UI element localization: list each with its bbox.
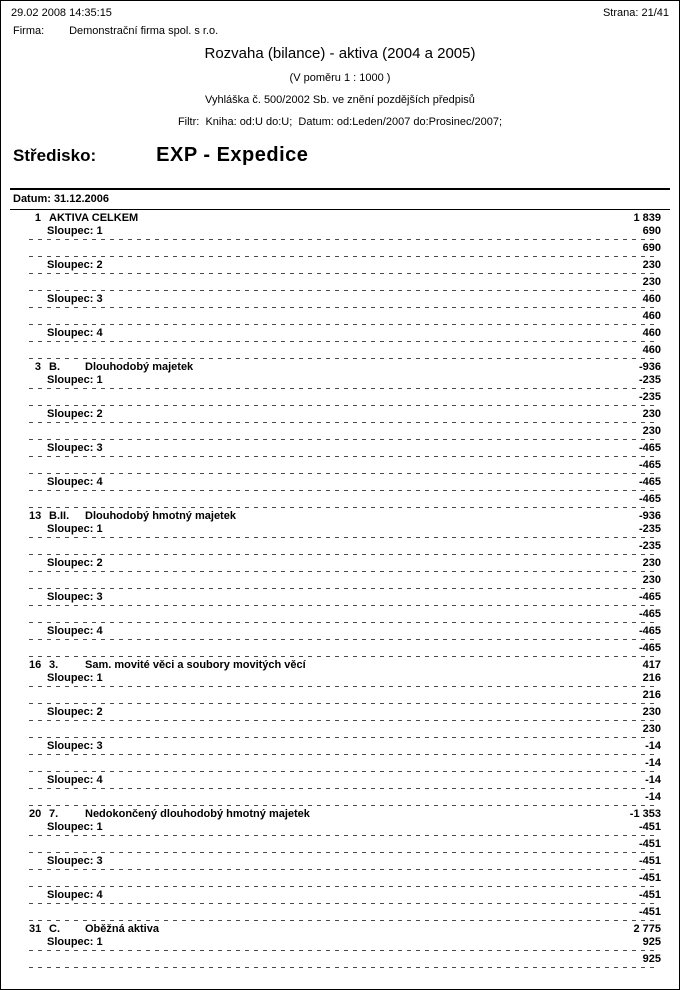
item-number: 16 [29, 659, 42, 671]
item-total: -936 [638, 361, 661, 373]
dashed-separator [29, 324, 659, 325]
sloupec-label-row [1, 293, 679, 305]
sloupec-value-2: -451 [638, 906, 661, 918]
dashed-separator [29, 554, 659, 555]
dashed-separator [29, 439, 659, 440]
dashed-separator [29, 273, 659, 274]
sloupec-value-row [1, 872, 679, 884]
sloupec-label: Sloupec: 3 [47, 591, 103, 603]
sloupec-label: Sloupec: 1 [47, 672, 103, 684]
sloupec-label: Sloupec: 2 [47, 408, 103, 420]
sloupec-block [1, 936, 679, 968]
sloupec-value-1: 690 [642, 225, 661, 237]
sloupec-value-row [1, 493, 679, 505]
item-code: B. [49, 361, 60, 373]
sloupec-block [1, 225, 679, 257]
sloupec-block [1, 523, 679, 555]
page-number: Strana: 21/41 [602, 7, 669, 19]
item-header-row [1, 808, 679, 821]
sloupec-label-row [1, 774, 679, 786]
sloupec-value-1: -465 [638, 476, 661, 488]
sloupec-value-1: -451 [638, 855, 661, 867]
sloupec-label-row [1, 327, 679, 339]
sloupec-value-row [1, 310, 679, 322]
dashed-separator [29, 307, 659, 308]
sloupec-value-2: -235 [638, 391, 661, 403]
dashed-separator [29, 507, 659, 508]
dashed-separator [29, 903, 659, 904]
sloupec-value-2: -451 [638, 838, 661, 850]
sloupec-value-row [1, 608, 679, 620]
sloupec-value-1: 230 [642, 408, 661, 420]
sloupec-block [1, 821, 679, 853]
regulation-note: Vyhláška č. 500/2002 Sb. ve znění pozdějších předpisů [205, 94, 475, 106]
dashed-separator [29, 341, 659, 342]
report-items [1, 212, 679, 968]
sloupec-label-row [1, 442, 679, 454]
sloupec-label-row [1, 855, 679, 867]
report-item [1, 923, 679, 968]
item-header-row [1, 659, 679, 672]
dashed-separator [29, 388, 659, 389]
sloupec-value-1: 216 [642, 672, 661, 684]
dashed-separator [29, 588, 659, 589]
dashed-separator [29, 686, 659, 687]
sloupec-value-2: -14 [645, 791, 661, 803]
dashed-separator [29, 239, 659, 240]
dashed-separator [29, 771, 659, 772]
sloupec-block [1, 672, 679, 704]
sloupec-label: Sloupec: 4 [47, 327, 103, 339]
sloupec-value-2: 925 [642, 953, 661, 965]
sloupec-label: Sloupec: 1 [47, 225, 103, 237]
dashed-separator [29, 571, 659, 572]
dashed-separator [29, 869, 659, 870]
sloupec-label: Sloupec: 2 [47, 706, 103, 718]
page-header-row [1, 1, 679, 20]
sloupec-block [1, 591, 679, 623]
dashed-separator [29, 835, 659, 836]
sloupec-label-row [1, 523, 679, 535]
dashed-separator [29, 754, 659, 755]
company-name: Demonstrační firma spol. s r.o. [69, 25, 219, 37]
sloupec-label: Sloupec: 3 [47, 855, 103, 867]
item-code: C. [49, 923, 60, 935]
sloupec-value-1: -465 [638, 591, 661, 603]
sloupec-label-row [1, 259, 679, 271]
report-datetime: 29.02 2008 14:35:15 [11, 7, 112, 19]
dashed-separator [29, 788, 659, 789]
item-total: -936 [638, 510, 661, 522]
sloupec-block [1, 557, 679, 589]
dashed-separator [29, 886, 659, 887]
sloupec-label: Sloupec: 2 [47, 259, 103, 271]
sloupec-value-row [1, 791, 679, 803]
sloupec-value-2: 230 [642, 425, 661, 437]
sloupec-value-2: -465 [638, 459, 661, 471]
date-heading: Datum: 31.12.2006 [13, 193, 109, 205]
sloupec-value-row [1, 906, 679, 918]
sloupec-value-1: 230 [642, 259, 661, 271]
sloupec-value-row [1, 838, 679, 850]
sloupec-label: Sloupec: 4 [47, 774, 103, 786]
item-name: Dlouhodobý majetek [85, 361, 194, 373]
item-code: 7. [49, 808, 59, 820]
sloupec-label: Sloupec: 4 [47, 476, 103, 488]
sloupec-value-1: -465 [638, 625, 661, 637]
sloupec-value-2: 690 [642, 242, 661, 254]
sloupec-value-2: 216 [642, 689, 661, 701]
report-item [1, 659, 679, 806]
sloupec-value-row [1, 391, 679, 403]
sloupec-value-2: 460 [642, 344, 661, 356]
sloupec-label: Sloupec: 4 [47, 889, 103, 901]
sloupec-block [1, 408, 679, 440]
sloupec-value-1: -235 [638, 523, 661, 535]
sloupec-value-1: 230 [642, 706, 661, 718]
sloupec-label: Sloupec: 1 [47, 523, 103, 535]
sloupec-block [1, 625, 679, 657]
item-total: 2 775 [633, 923, 661, 935]
dashed-separator [29, 656, 659, 657]
sloupec-value-row [1, 459, 679, 471]
item-header-row [1, 361, 679, 374]
item-header-row [1, 510, 679, 523]
sloupec-label: Sloupec: 1 [47, 936, 103, 948]
item-number: 3 [34, 361, 41, 373]
sloupec-value-1: -235 [638, 374, 661, 386]
dashed-separator [29, 256, 659, 257]
sloupec-value-row [1, 344, 679, 356]
dashed-separator [29, 967, 659, 968]
sloupec-label: Sloupec: 3 [47, 740, 103, 752]
sloupec-block [1, 327, 679, 359]
sloupec-value-2: -465 [638, 608, 661, 620]
dashed-separator [29, 639, 659, 640]
item-header-row [1, 212, 679, 225]
sloupec-value-2: -235 [638, 540, 661, 552]
sloupec-block [1, 740, 679, 772]
sloupec-value-1: -14 [645, 774, 661, 786]
sloupec-value-2: -465 [638, 493, 661, 505]
item-name: Oběžná aktiva [85, 923, 159, 935]
item-name: AKTIVA CELKEM [49, 212, 139, 224]
sloupec-block [1, 293, 679, 325]
item-code: 3. [49, 659, 59, 671]
dashed-separator [29, 405, 659, 406]
sloupec-value-1: -451 [638, 889, 661, 901]
dashed-separator [29, 358, 659, 359]
dashed-separator [29, 290, 659, 291]
sloupec-label-row [1, 374, 679, 386]
sloupec-value-row [1, 689, 679, 701]
sloupec-value-1: 925 [642, 936, 661, 948]
sloupec-value-row [1, 953, 679, 965]
dashed-separator [29, 605, 659, 606]
sloupec-value-1: 230 [642, 557, 661, 569]
sloupec-label-row [1, 821, 679, 833]
company-row [1, 20, 679, 38]
sloupec-label-row [1, 936, 679, 948]
dashed-separator [29, 737, 659, 738]
sloupec-block [1, 774, 679, 806]
item-name: Nedokončený dlouhodobý hmotný majetek [85, 808, 310, 820]
item-name: Dlouhodobý hmotný majetek [85, 510, 236, 522]
sloupec-label: Sloupec: 1 [47, 821, 103, 833]
dashed-separator [29, 622, 659, 623]
ratio-note: (V poměru 1 : 1000 ) [289, 72, 391, 84]
item-code: B.II. [49, 510, 70, 522]
report-item [1, 808, 679, 921]
item-number: 20 [29, 808, 42, 820]
sloupec-value-row [1, 242, 679, 254]
sloupec-value-2: 230 [642, 723, 661, 735]
sloupec-label-row [1, 672, 679, 684]
filter-note: Filtr: Kniha: od:U do:U; Datum: od:Leden/2007 do:Prosinec/2007; [177, 116, 503, 128]
sloupec-value-1: -465 [638, 442, 661, 454]
company-label: Firma: [13, 25, 45, 37]
sloupec-value-2: -451 [638, 872, 661, 884]
sloupec-block [1, 442, 679, 474]
sloupec-value-2: 230 [642, 276, 661, 288]
sloupec-label: Sloupec: 1 [47, 374, 103, 386]
sloupec-label-row [1, 408, 679, 420]
sloupec-label-row [1, 476, 679, 488]
dashed-separator [29, 456, 659, 457]
sloupec-label: Sloupec: 2 [47, 557, 103, 569]
sloupec-value-row [1, 276, 679, 288]
item-total: 417 [642, 659, 661, 671]
dashed-separator [29, 537, 659, 538]
item-number: 1 [34, 212, 41, 224]
sloupec-block [1, 476, 679, 508]
sloupec-value-row [1, 540, 679, 552]
sloupec-label: Sloupec: 4 [47, 625, 103, 637]
sloupec-value-row [1, 723, 679, 735]
item-header-row [1, 923, 679, 936]
dashed-separator [29, 422, 659, 423]
cost-center-value: EXP - Expedice [156, 144, 309, 166]
sloupec-label-row [1, 740, 679, 752]
sloupec-value-row [1, 574, 679, 586]
sloupec-label-row [1, 591, 679, 603]
item-name: Sam. movité věci a soubory movitých věcí [85, 659, 306, 671]
sloupec-value-1: 460 [642, 327, 661, 339]
sloupec-block [1, 374, 679, 406]
report-item [1, 212, 679, 359]
sloupec-label-row [1, 889, 679, 901]
dashed-separator [29, 852, 659, 853]
sloupec-label-row [1, 625, 679, 637]
dashed-separator [29, 490, 659, 491]
sloupec-block [1, 855, 679, 887]
sloupec-label-row [1, 225, 679, 237]
dashed-separator [29, 473, 659, 474]
dashed-separator [29, 920, 659, 921]
sloupec-block [1, 889, 679, 921]
report-title: Rozvaha (bilance) - aktiva (2004 a 2005) [204, 45, 476, 62]
sloupec-value-2: -465 [638, 642, 661, 654]
sloupec-label: Sloupec: 3 [47, 442, 103, 454]
dashed-separator [29, 720, 659, 721]
cost-center-label: Středisko: [13, 146, 97, 165]
sloupec-value-2: -14 [645, 757, 661, 769]
sloupec-label: Sloupec: 3 [47, 293, 103, 305]
sloupec-value-2: 230 [642, 574, 661, 586]
sloupec-value-2: 460 [642, 310, 661, 322]
sloupec-label-row [1, 557, 679, 569]
dashed-separator [29, 950, 659, 951]
sloupec-label-row [1, 706, 679, 718]
sloupec-value-row [1, 757, 679, 769]
sloupec-block [1, 706, 679, 738]
sloupec-value-1: -14 [645, 740, 661, 752]
sloupec-value-row [1, 642, 679, 654]
dashed-separator [29, 703, 659, 704]
item-total: 1 839 [633, 212, 661, 224]
item-number: 31 [29, 923, 42, 935]
sloupec-value-row [1, 425, 679, 437]
report-item [1, 361, 679, 508]
sloupec-value-1: -451 [638, 821, 661, 833]
dashed-separator [29, 805, 659, 806]
sloupec-block [1, 259, 679, 291]
cost-center-row [1, 144, 679, 167]
sloupec-value-1: 460 [642, 293, 661, 305]
item-number: 13 [29, 510, 42, 522]
item-total: -1 353 [629, 808, 661, 820]
horizontal-rule-bottom [10, 209, 670, 210]
report-item [1, 510, 679, 657]
